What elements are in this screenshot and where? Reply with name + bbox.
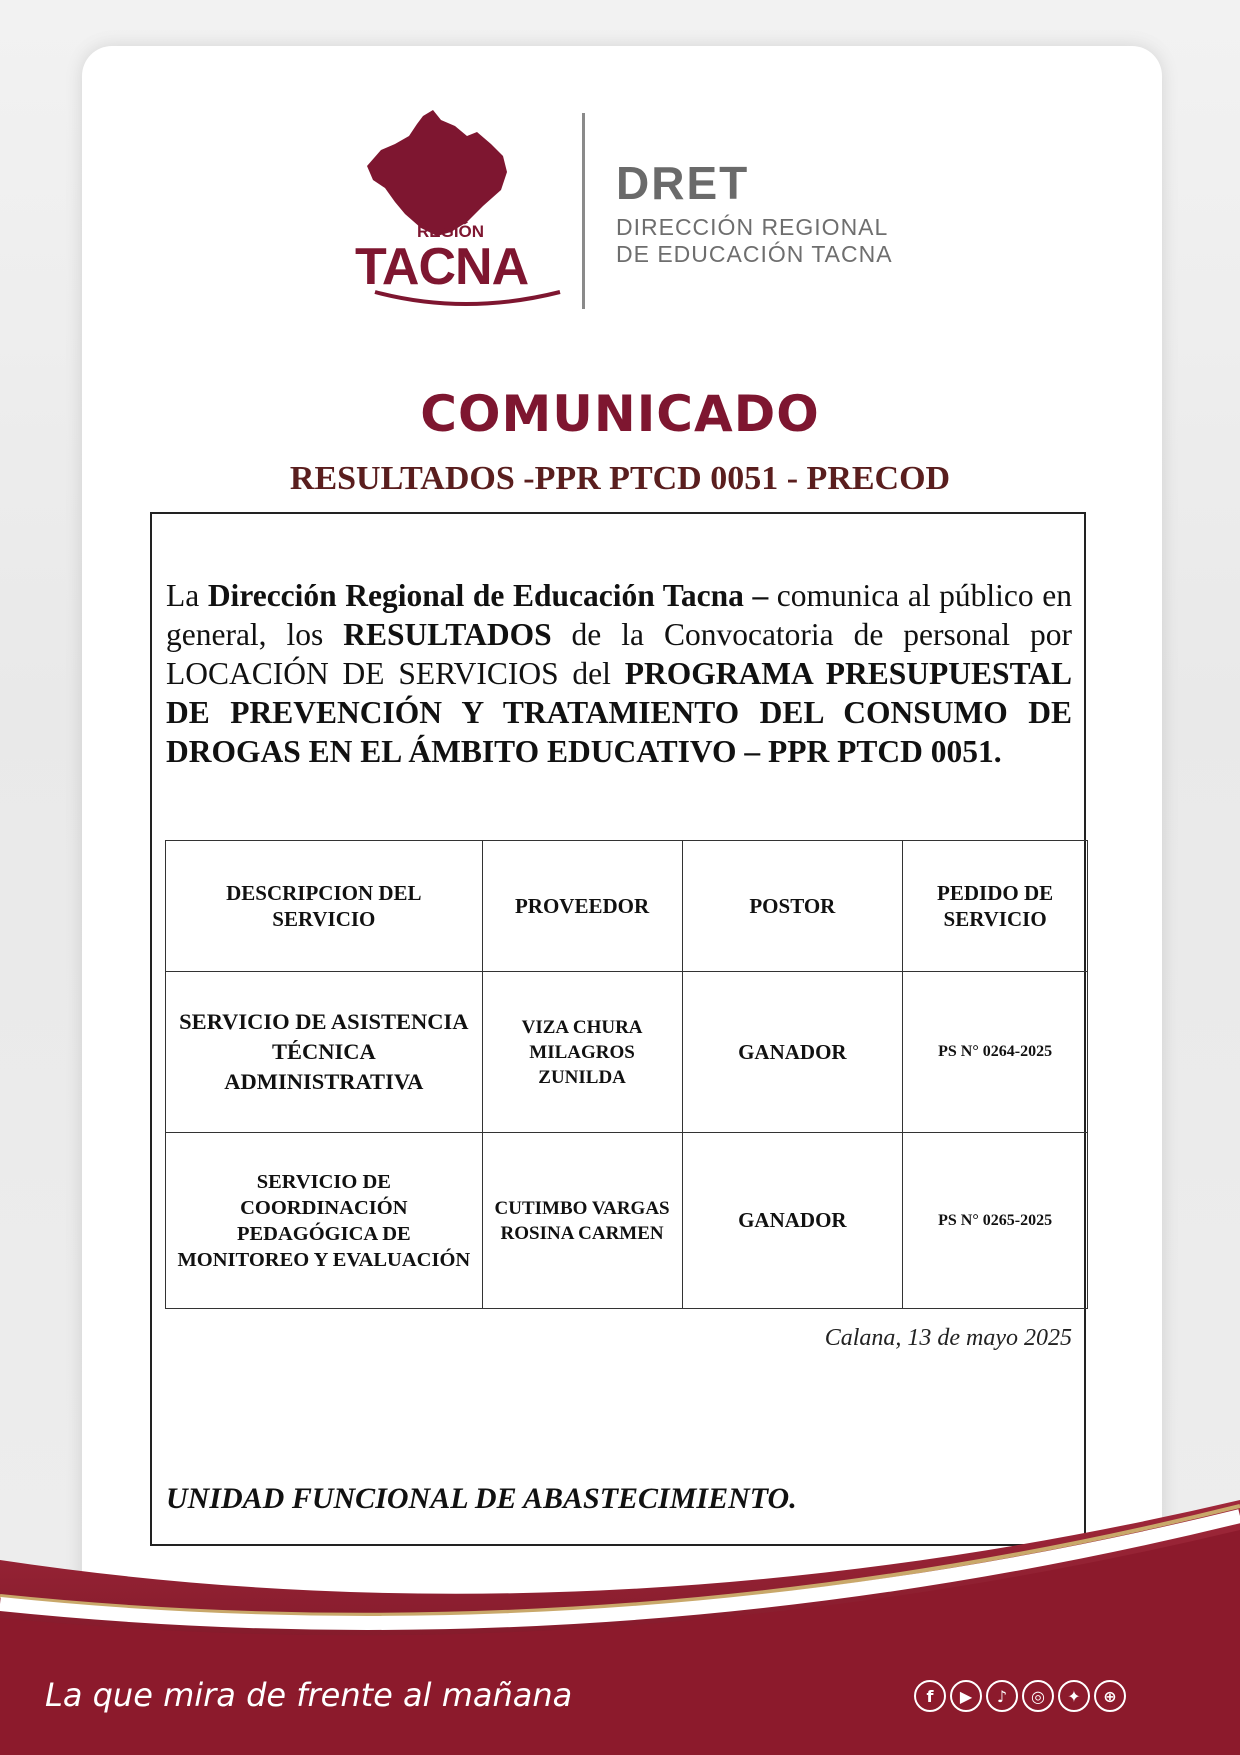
cell-pedido: PS N° 0264-2025 xyxy=(903,972,1088,1133)
header-postor: POSTOR xyxy=(682,841,903,972)
results-table xyxy=(165,840,1088,1309)
paragraph-bold-text: Dirección Regional de Educación Tacna – xyxy=(207,578,769,613)
announcement-paragraph xyxy=(166,576,1072,771)
facebook-icon[interactable]: f xyxy=(914,1680,946,1712)
table-header-row xyxy=(166,841,1088,972)
web-icon[interactable]: ⊕ xyxy=(1094,1680,1126,1712)
cell-postor: GANADOR xyxy=(682,1133,903,1309)
table-row xyxy=(166,972,1088,1133)
cell-proveedor: VIZA CHURA MILAGROS ZUNILDA xyxy=(482,972,682,1133)
paragraph-text: La xyxy=(166,578,208,613)
logo-swoosh-icon xyxy=(355,288,570,318)
page-title: COMUNICADO xyxy=(420,385,820,443)
cell-pedido: PS N° 0265-2025 xyxy=(903,1133,1088,1309)
header-proveedor: PROVEEDOR xyxy=(482,841,682,972)
document-date: Calana, 13 de mayo 2025 xyxy=(824,1325,1072,1351)
paragraph-text: comunica al público en general, los xyxy=(166,578,1072,652)
dret-abbreviation: DRET xyxy=(616,157,750,209)
dret-logo-text xyxy=(616,157,893,268)
social-links xyxy=(914,1680,1126,1712)
cell-descripcion: SERVICIO DE ASISTENCIA TÉCNICA ADMINISTRATIVA xyxy=(166,972,483,1133)
paragraph-bold-text: RESULTADOS xyxy=(343,617,552,652)
dret-name-line2: DE EDUCACIÓN TACNA xyxy=(616,241,893,267)
footer-slogan: La que mira de frente al mañana xyxy=(45,1676,573,1714)
cell-postor: GANADOR xyxy=(682,972,903,1133)
dret-name-line1: DIRECCIÓN REGIONAL xyxy=(616,214,889,240)
footer-banner xyxy=(0,1500,1240,1755)
twitter-icon[interactable]: ✦ xyxy=(1058,1680,1090,1712)
region-tacna-logo xyxy=(355,110,570,310)
page-subtitle: RESULTADOS -PPR PTCD 0051 - PRECOD xyxy=(289,460,951,497)
paragraph-bold-text: PROGRAMA PRESUPUESTAL DE PREVENCIÓN Y TRATAMIENTO DEL CONSUMO DE DROGAS EN EL ÁMBITO EDUCATIVO – PPR PTCD 0051. xyxy=(166,656,1072,769)
header-pedido: PEDIDO DE SERVICIO xyxy=(903,841,1088,972)
header-descripcion: DESCRIPCION DEL SERVICIO xyxy=(166,841,483,972)
region-label: REGIÓN xyxy=(417,222,485,241)
cell-proveedor: CUTIMBO VARGAS ROSINA CARMEN xyxy=(482,1133,682,1309)
instagram-icon[interactable]: ◎ xyxy=(1022,1680,1054,1712)
table-row xyxy=(166,1133,1088,1309)
paragraph-text: de la Convocatoria de personal por LOCACIÓN DE SERVICIOS del xyxy=(166,617,1072,691)
region-name: TACNA xyxy=(355,238,529,296)
cell-descripcion: SERVICIO DE COORDINACIÓN PEDAGÓGICA DE MONITOREO Y EVALUACIÓN xyxy=(166,1133,483,1309)
logo-divider xyxy=(582,113,585,309)
tiktok-icon[interactable]: ♪ xyxy=(986,1680,1018,1712)
signature-unit: UNIDAD FUNCIONAL DE ABASTECIMIENTO. xyxy=(166,1482,797,1515)
youtube-icon[interactable]: ▶ xyxy=(950,1680,982,1712)
